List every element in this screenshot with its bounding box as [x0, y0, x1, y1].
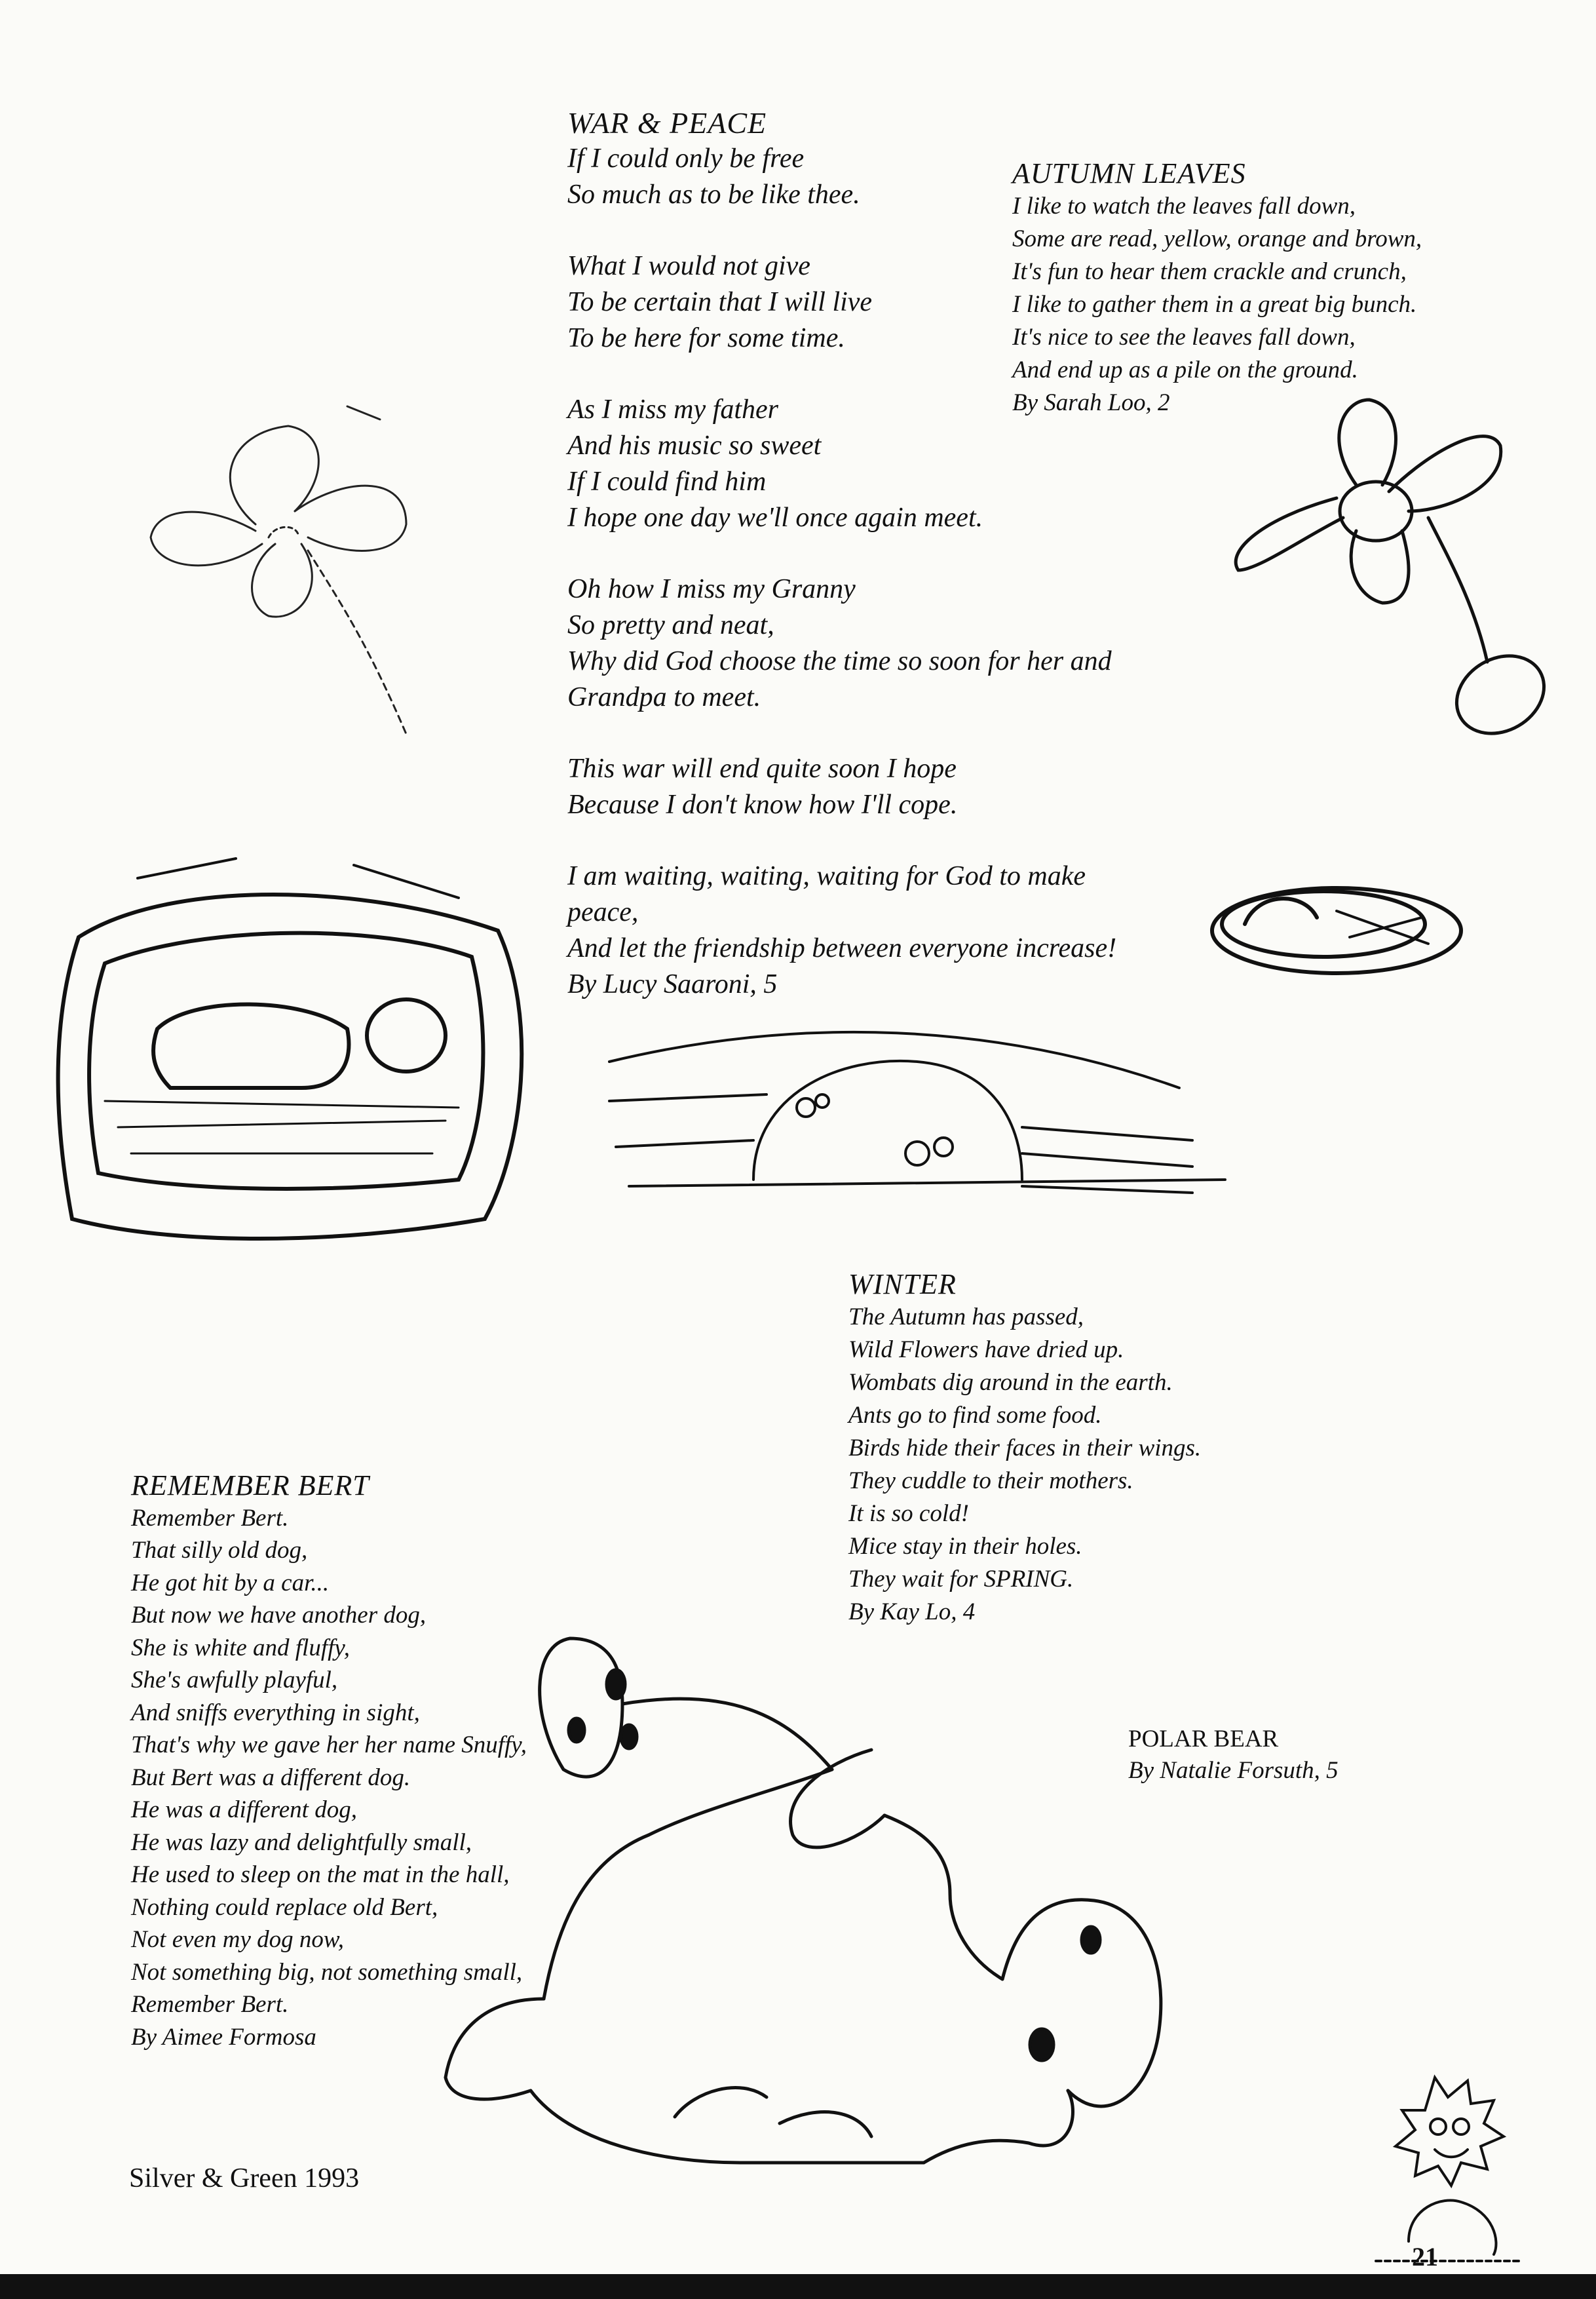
poem-line: Grandpa to meet. — [567, 682, 761, 712]
stanza-gap — [567, 716, 1116, 751]
poem-line: And his music so sweet — [567, 431, 822, 461]
poem-line: What I would not give — [567, 251, 810, 281]
poem-line: To be certain that I will live — [567, 287, 873, 317]
poem-line: If I could only be free — [567, 144, 805, 174]
poem-line: Wild Flowers have dried up. — [848, 1336, 1124, 1363]
poem-line: She's awfully playful, — [131, 1667, 338, 1693]
flower-sketch-drawing — [131, 393, 472, 747]
mascot-on-globe-drawing — [1363, 2064, 1533, 2281]
poem-line: Some are read, yellow, orange and brown, — [1012, 225, 1422, 252]
poem-line: Remember Bert. — [131, 1991, 289, 2018]
poem-line: And sniffs everything in sight, — [131, 1699, 420, 1726]
poem-line: Nothing could replace old Bert, — [131, 1893, 438, 1921]
poem-line: And let the friendship between everyone increase! — [567, 933, 1117, 963]
stanza-gap — [567, 823, 1116, 859]
poem-line: To be here for some time. — [567, 323, 845, 353]
poem-line: It is so cold! — [848, 1500, 969, 1527]
page-number: 21 — [1412, 2242, 1438, 2271]
poem-line: He was lazy and delightfully small, — [131, 1828, 472, 1856]
poem-line: As I miss my father — [567, 395, 778, 425]
poem-line: That's why we gave her her name Snuffy, — [131, 1731, 527, 1758]
hill-with-ants-drawing — [603, 996, 1232, 1199]
poem-line: Ants go to find some food. — [848, 1402, 1102, 1429]
poem-line: Because I don't know how I'll cope. — [567, 790, 958, 820]
poem-line: Why did God choose the time so soon for her and — [567, 646, 1112, 676]
animal-in-nest-drawing — [39, 852, 531, 1258]
poem-lines — [1012, 190, 1422, 419]
poem-autumn-leaves — [1012, 157, 1422, 419]
poem-line: He was a different dog, — [131, 1796, 357, 1823]
poem-line: I like to gather them in a great big bunch. — [1012, 291, 1417, 318]
poem-line: So pretty and neat, — [567, 610, 774, 640]
poem-line: It's fun to hear them crackle and crunch, — [1012, 258, 1407, 285]
poem-line: This war will end quite soon I hope — [567, 754, 957, 784]
caption-title: POLAR BEAR — [1128, 1726, 1279, 1752]
poem-line: I hope one day we'll once again meet. — [567, 503, 983, 533]
poem-line: Wombats dig around in the earth. — [848, 1369, 1173, 1396]
poem-line: By Lucy Saaroni, 5 — [567, 969, 778, 999]
page-edge-shadow — [0, 2274, 1596, 2299]
poem-line: If I could find him — [567, 467, 767, 497]
poem-title: WINTER — [848, 1268, 957, 1300]
poem-line: Oh how I miss my Granny — [567, 574, 856, 604]
poem-title: AUTUMN LEAVES — [1012, 157, 1246, 189]
poem-line: And end up as a pile on the ground. — [1012, 357, 1358, 383]
daisy-flower-drawing — [1212, 387, 1553, 754]
poem-line: Birds hide their faces in their wings. — [848, 1435, 1202, 1461]
poem-line: I like to watch the leaves fall down, — [1012, 193, 1356, 220]
poem-title: REMEMBER BERT — [131, 1469, 370, 1501]
poem-line: So much as to be like thee. — [567, 180, 860, 210]
poem-line: By Aimee Formosa — [131, 2023, 316, 2051]
poem-line: By Kay Lo, 4 — [848, 1598, 976, 1625]
stanza-gap — [567, 536, 1116, 571]
poem-line: The Autumn has passed, — [848, 1304, 1084, 1330]
poem-line: He got hit by a car... — [131, 1569, 330, 1596]
poem-line: By Sarah Loo, 2 — [1012, 389, 1170, 416]
poem-line: I am waiting, waiting, waiting for God to make — [567, 861, 1086, 891]
poem-line: She is white and fluffy, — [131, 1634, 351, 1661]
poem-line: They cuddle to their mothers. — [848, 1467, 1133, 1494]
leaf-pile-drawing — [1206, 878, 1494, 983]
polar-bear-drawing — [413, 1619, 1396, 2195]
caption-byline: By Natalie Forsuth, 5 — [1128, 1757, 1339, 1784]
poem-line: It's nice to see the leaves fall down, — [1012, 324, 1356, 351]
poem-line: But Bert was a different dog. — [131, 1764, 411, 1791]
poem-line: Mice stay in their holes. — [848, 1533, 1082, 1560]
poem-line: peace, — [567, 897, 639, 927]
poem-line: Not something big, not something small, — [131, 1958, 523, 1986]
publication-footer: Silver & Green 1993 — [129, 2163, 360, 2193]
poem-line: Remember Bert. — [131, 1504, 289, 1532]
poem-line: He used to sleep on the mat in the hall, — [131, 1861, 510, 1888]
poem-line: That silly old dog, — [131, 1537, 308, 1564]
poem-line: They wait for SPRING. — [848, 1566, 1074, 1593]
poem-lines — [848, 1301, 1201, 1629]
poem-title: WAR & PEACE — [567, 106, 767, 140]
poem-line: Not even my dog now, — [131, 1926, 345, 1953]
poem-line: But now we have another dog, — [131, 1602, 427, 1629]
poem-winter — [848, 1268, 1201, 1629]
